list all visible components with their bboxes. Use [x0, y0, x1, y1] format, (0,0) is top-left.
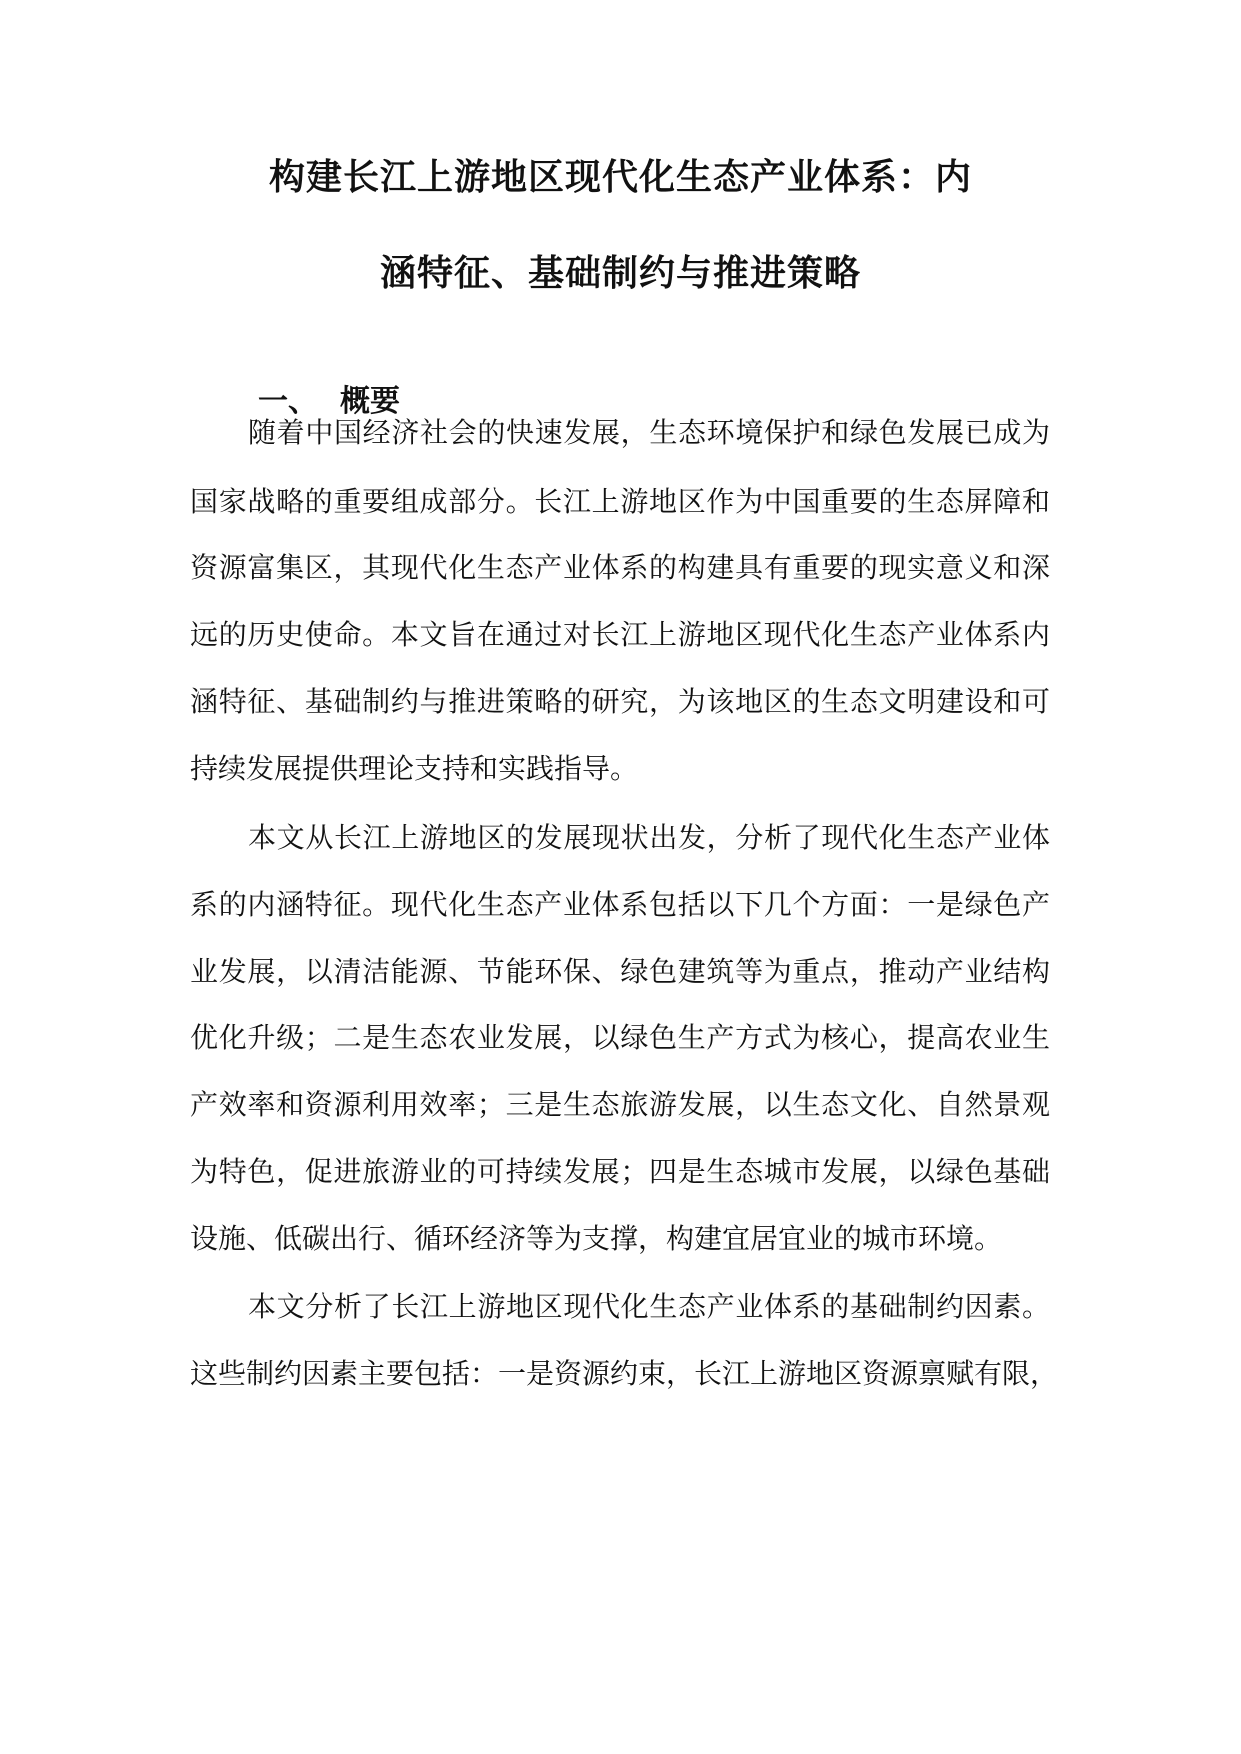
- section-number: 一、: [258, 384, 318, 419]
- paragraph-2-line-1: 本文从长江上游地区的发展现状出发，分析了现代化生态产业体: [248, 821, 1050, 854]
- paragraph-3-line-1: 本文分析了长江上游地区现代化生态产业体系的基础制约因素。: [248, 1290, 1050, 1323]
- paragraph-2-line-6: 为特色，促进旅游业的可持续发展；四是生态城市发展，以绿色基础: [190, 1155, 1050, 1188]
- paragraph-1-line-3: 资源富集区，其现代化生态产业体系的构建具有重要的现实意义和深: [190, 551, 1050, 584]
- paragraph-1-line-1: 随着中国经济社会的快速发展，生态环境保护和绿色发展已成为: [248, 416, 1050, 449]
- document-title-line-2: 涵特征、基础制约与推进策略: [379, 253, 861, 294]
- document-title-line-1: 构建长江上游地区现代化生态产业体系：内: [268, 157, 972, 198]
- section-title: 概要: [340, 384, 400, 419]
- paragraph-1-line-6: 持续发展提供理论支持和实践指导。: [190, 752, 639, 785]
- paragraph-1-line-5: 涵特征、基础制约与推进策略的研究，为该地区的生态文明建设和可: [190, 685, 1050, 718]
- paragraph-2-line-2: 系的内涵特征。现代化生态产业体系包括以下几个方面：一是绿色产: [190, 888, 1050, 921]
- paragraph-2-line-3: 业发展，以清洁能源、节能环保、绿色建筑等为重点，推动产业结构: [190, 955, 1050, 988]
- section-heading: [258, 384, 400, 420]
- paragraph-1-line-2: 国家战略的重要组成部分。长江上游地区作为中国重要的生态屏障和: [190, 485, 1050, 518]
- paragraph-1-line-4: 远的历史使命。本文旨在通过对长江上游地区现代化生态产业体系内: [190, 618, 1050, 651]
- paragraph-2-line-5: 产效率和资源利用效率；三是生态旅游发展，以生态文化、自然景观: [190, 1088, 1050, 1121]
- paragraph-3-line-2: 这些制约因素主要包括：一是资源约束，长江上游地区资源禀赋有限，: [190, 1357, 1059, 1390]
- paragraph-2-line-7: 设施、低碳出行、循环经济等为支撑，构建宜居宜业的城市环境。: [190, 1222, 1003, 1255]
- paragraph-2-line-4: 优化升级；二是生态农业发展，以绿色生产方式为核心，提高农业生: [190, 1021, 1050, 1054]
